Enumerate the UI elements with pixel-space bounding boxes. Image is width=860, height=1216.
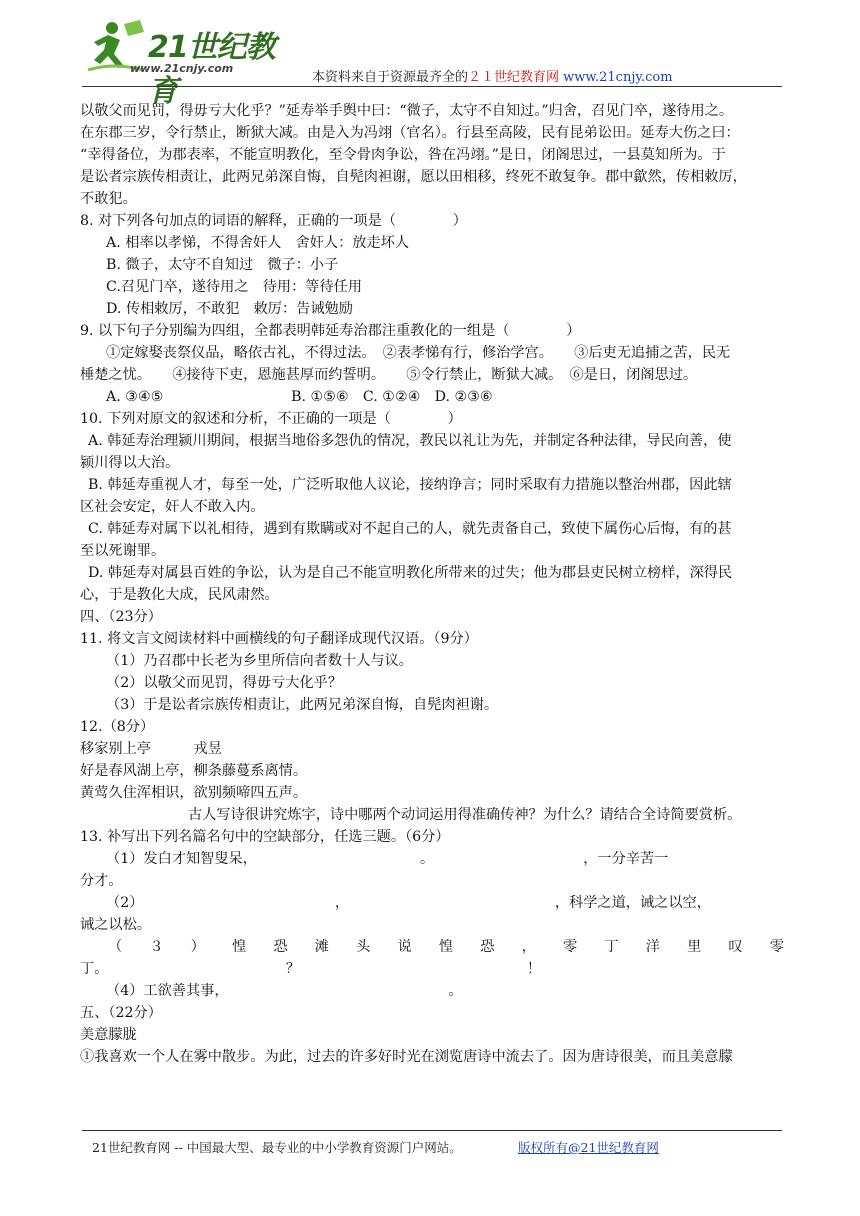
- article-title: 美意朦胧: [80, 1027, 137, 1043]
- text-line: 分才。: [80, 873, 123, 889]
- text-line: 丁。 ？ ！: [80, 961, 542, 977]
- option-c: C. 韩延寿对属下以礼相待，遇到有欺瞒或对不起自己的人，就先责备自己，致使下属伤心后悔，有的甚: [88, 521, 732, 537]
- fill-blank: （1）发白才知智叟呆， 。 ，一分辛苦一: [106, 851, 669, 867]
- page-footer: [92, 1138, 659, 1156]
- sub-question: （1）乃召郡中长老为乡里所信向者数十人与议。: [106, 653, 413, 669]
- header-note-prefix: 本资料来自于资源最齐全的: [312, 70, 469, 85]
- header-note-link[interactable]: www.21cnjy.com: [563, 70, 673, 85]
- text-line: 棰楚之忧。 ④接待下吏，恩施甚厚而约誓明。 ⑤令行禁止，断狱大减。 ⑥是日，闭阁思过。: [80, 367, 698, 383]
- header-divider: [82, 86, 782, 87]
- question-12: 12.（8分）: [80, 719, 155, 735]
- option-b: B. 微子，太守不自知过 微子：小子: [106, 257, 339, 273]
- option-a: A. 韩延寿治理颍川期间，根据当地俗多怨仇的情况，教民以礼让为先，并制定各种法律，导民向善，使: [88, 433, 732, 449]
- sub-question: （3）于是讼者宗族传相责让，此两兄弟深自悔，自髡肉袒谢。: [106, 697, 499, 713]
- text-line: ①我喜欢一个人在雾中散步。为此，过去的许多好时光在浏览唐诗中流去了。因为唐诗很美，而且美意朦: [80, 1049, 733, 1065]
- option-a: A. 相率以孝悌，不得舍奸人 舍奸人：放走坏人: [106, 235, 410, 251]
- question-9: 9. 以下句子分别编为四组，全都表明韩延寿治郡注重教化的一组是（ ）: [80, 323, 581, 339]
- logo-text: 21世纪教育: [148, 30, 275, 109]
- poem-line: 好是春风湖上亭，柳条藤蔓系离情。: [80, 763, 308, 779]
- site-logo[interactable]: [84, 18, 294, 109]
- option-d: D. 韩延寿对属县百姓的争讼，认为是自己不能宣明教化所带来的过失；他为郡县吏民树立榜样，深得民: [88, 565, 733, 581]
- text-line: 在东郡三岁，令行禁止，断狱大减。由是入为冯翊（官名）。行县至高陵，民有昆弟讼田。延寿大伤之曰：: [80, 125, 740, 141]
- text-line: 是讼者宗族传相责让，此两兄弟深自悔，自髡肉袒谢，愿以田相移，终死不敢复争。郡中歙然，传相敕厉，: [80, 169, 747, 185]
- option-d: D. 传相敕厉，不敢犯 敕厉：告诫勉励: [106, 301, 353, 317]
- fill-blank: （4）工欲善其事， 。: [106, 983, 463, 999]
- document-body: [80, 100, 784, 1068]
- question-8: 8. 对下列各句加点的词语的解释，正确的一项是（ ）: [80, 213, 467, 229]
- text-line: “幸得备位，为郡表率，不能宣明教化，至令骨肉争讼，咎在冯翊。”是日，闭阁思过，一县莫知所为。于: [80, 147, 726, 163]
- text-line: 以敬父而见罚，得毋亏大化乎？”延寿举手舆中曰：“微子，太守不自知过。”归舍，召见门卒，遂待用之。: [80, 103, 734, 119]
- question-prompt: 古人写诗很讲究炼字，诗中哪两个动词运用得准确传神？为什么？请结合全诗简要赏析。: [188, 807, 742, 823]
- fill-blank: （３）惶恐滩头说惶恐，零丁洋里叹零: [108, 939, 784, 955]
- poem-title: 移家别上亭 戎昱: [80, 741, 222, 757]
- fill-blank: （2） ， ，科学之道，诫之以空，: [106, 895, 711, 911]
- section-heading: 四、（23分）: [80, 609, 162, 625]
- text-line: 区社会安定，奸人不敢入内。: [80, 499, 265, 515]
- question-11: 11. 将文言文阅读材料中画横线的句子翻译成现代汉语。（9分）: [80, 631, 478, 647]
- header-note: [312, 66, 673, 85]
- sub-question: （2）以敬父而见罚，得毋亏大化乎？: [106, 675, 343, 691]
- text-line: 心，于是教化大成，民风肃然。: [80, 587, 279, 603]
- footer-divider: [82, 1130, 782, 1131]
- answer-options: A. ③④⑤ B. ①⑤⑥ C. ①②④ D. ②③⑥: [106, 389, 493, 405]
- text-line: 诫之以松。: [80, 917, 151, 933]
- header-note-site: ２１世纪教育网: [468, 70, 560, 85]
- question-10: 10. 下列对原文的叙述和分析，不正确的一项是（ ）: [80, 411, 462, 427]
- section-heading: 五、（22分）: [80, 1005, 162, 1021]
- footer-text: 21世纪教育网 -- 中国最大型、最专业的中小学教育资源门户网站。: [92, 1140, 462, 1155]
- poem-line: 黄莺久住浑相识，欲别频啼四五声。: [80, 785, 308, 801]
- text-line: ①定嫁娶丧祭仪品，略依古礼，不得过法。 ②表孝悌有行，修治学宫。 ③后吏无追捕之苦，民无: [106, 345, 731, 361]
- text-line: 至以死谢罪。: [80, 543, 166, 559]
- copyright-link[interactable]: 版权所有@21世纪教育网: [518, 1140, 659, 1155]
- option-b: B. 韩延寿重视人才，每至一处，广泛听取他人议论，接纳诤言；同时采取有力措施以整治州郡，因此辖: [88, 477, 732, 493]
- option-c: C.召见门卒，遂待用之 待用：等待任用: [106, 279, 363, 295]
- page-header: [0, 0, 860, 109]
- logo-url: www.21cnjy.com: [130, 62, 234, 75]
- text-line: 不敢犯。: [80, 191, 137, 207]
- question-13: 13. 补写出下列名篇名句中的空缺部分，任选三题。（6分）: [80, 829, 450, 845]
- text-line: 颍川得以大治。: [80, 455, 180, 471]
